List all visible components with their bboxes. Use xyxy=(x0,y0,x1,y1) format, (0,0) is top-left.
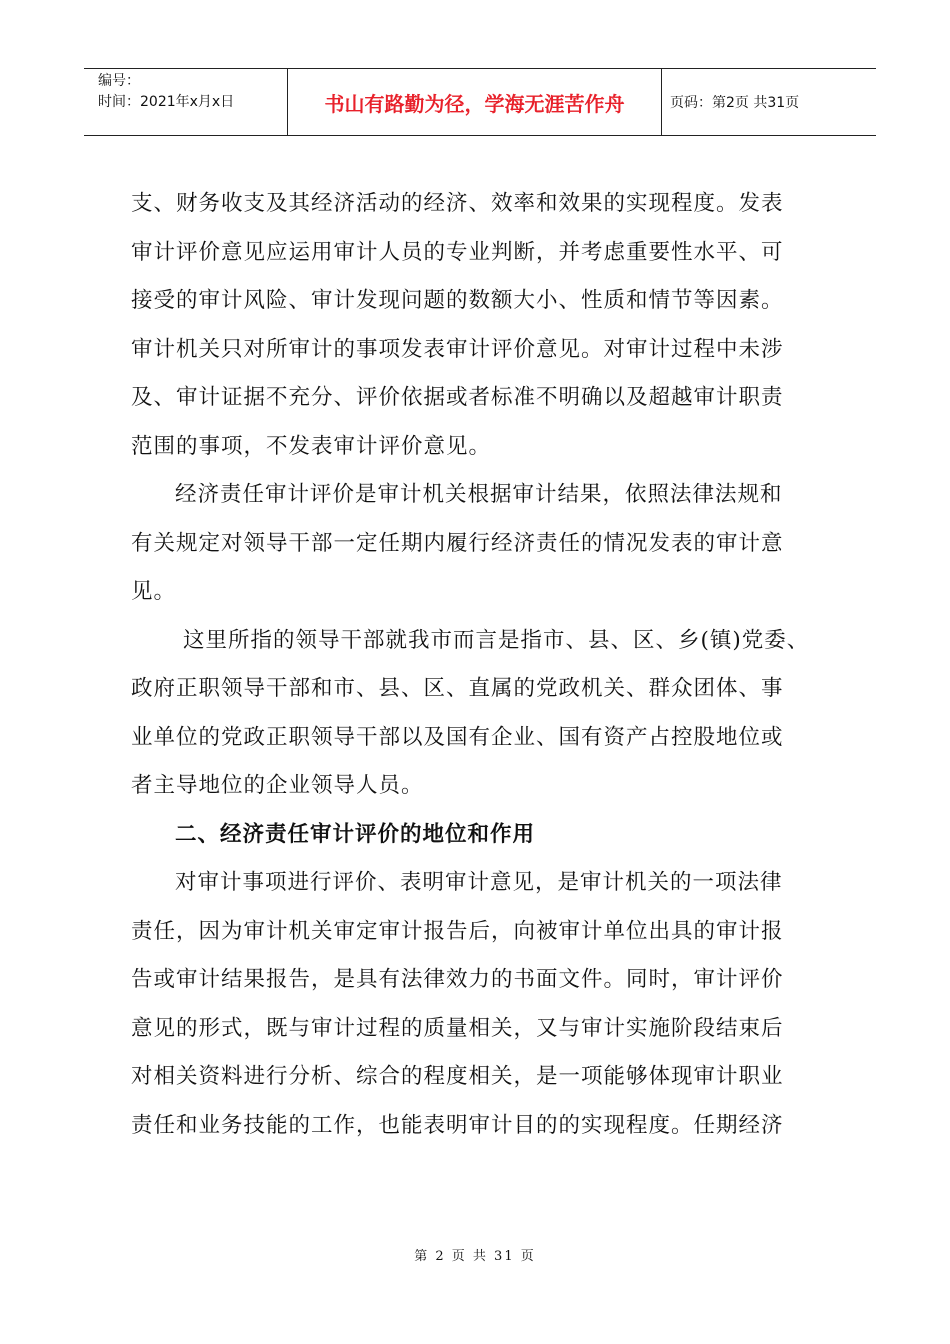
text-line: 者主导地位的企业领导人员。 xyxy=(131,773,424,798)
text-line: 接受的审计风险、审计发现问题的数额大小、性质和情节等因素。 xyxy=(131,288,784,313)
text-line: 对审计事项进行评价、表明审计意见，是审计机关的一项法律 xyxy=(175,870,783,895)
text-line: 范围的事项，不发表审计评价意见。 xyxy=(131,433,492,459)
header-motto: 书山有路勤为径，学海无涯苦作舟 xyxy=(288,69,662,135)
page-footer: 第 2 页 共 31 页 xyxy=(414,1249,536,1264)
text-line: 告或审计结果报告，是具有法律效力的书面文件。同时，审计评价 xyxy=(131,967,784,992)
text-line: 及、审计证据不充分、评价依据或者标准不明确以及超越审计职责 xyxy=(131,385,784,410)
header-meta xyxy=(84,69,288,135)
text-line: 政府正职领导干部和市、县、区、直属的党政机关、群众团体、事 xyxy=(131,676,784,701)
number-label: 编号： xyxy=(98,73,140,89)
text-line: 业单位的党政正职领导干部以及国有企业、国有资产占控股地位或 xyxy=(131,724,784,750)
text-line: 支、财务收支及其经济活动的经济、效率和效果的实现程度。发表 xyxy=(131,191,784,216)
text-line: 见。 xyxy=(131,579,177,604)
text-line: 审计机关只对所审计的事项发表审计评价意见。对审计过程中未涉 xyxy=(131,336,784,362)
text-line: 责任，因为审计机关审定审计报告后，向被审计单位出具的审计报 xyxy=(131,918,784,944)
document-body xyxy=(131,180,843,1150)
text-line: 经济责任审计评价是审计机关根据审计结果，依照法律法规和 xyxy=(175,482,783,507)
header-page-info: 页码：第2页 共31页 xyxy=(670,95,800,111)
time-label: 时间：2021年x月x日 xyxy=(98,94,235,110)
page-header xyxy=(84,68,876,136)
text-line: 责任和业务技能的工作，也能表明审计目的的实现程度。任期经济 xyxy=(131,1112,784,1138)
section-heading: 二、经济责任审计评价的地位和作用 xyxy=(175,821,536,847)
text-line: 这里所指的领导干部就我市而言是指市、县、区、乡(镇)党委、 xyxy=(183,627,810,653)
text-line: 对相关资料进行分析、综合的程度相关，是一项能够体现审计职业 xyxy=(131,1064,784,1089)
text-line: 审计评价意见应运用审计人员的专业判断，并考虑重要性水平、可 xyxy=(131,239,784,265)
text-line: 意见的形式，既与审计过程的质量相关，又与审计实施阶段结束后 xyxy=(131,1015,784,1041)
text-line: 有关规定对领导干部一定任期内履行经济责任的情况发表的审计意 xyxy=(131,530,784,556)
